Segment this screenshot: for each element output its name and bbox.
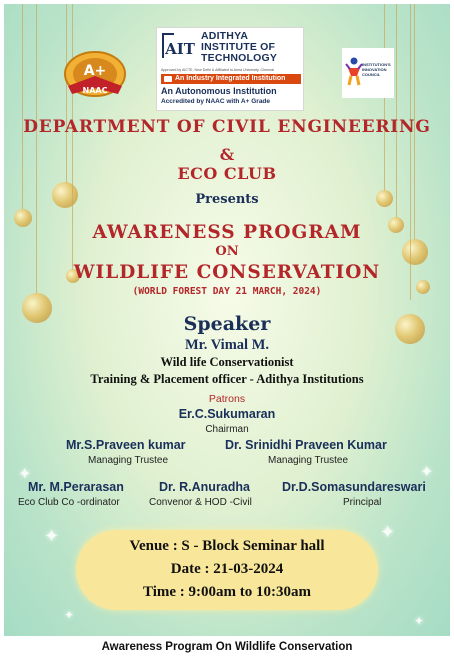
iic-logo — [342, 48, 394, 98]
naac-label: NAAC — [82, 86, 108, 95]
patron-name: Er.C.Sukumaran — [178, 407, 276, 421]
patron-role: Principal — [343, 497, 382, 508]
program-title-line-1: AWARENESS PROGRAM — [92, 222, 362, 243]
accreditation-text: Accredited by NAAC with A+ Grade — [161, 98, 271, 105]
patron-role: Eco Club Co -ordinator — [18, 497, 120, 508]
iic-label: INSTITUTION'S INNOVATION COUNCIL — [362, 62, 391, 77]
patron-name: Dr. Srinidhi Praveen Kumar — [225, 438, 387, 452]
autonomous-text: An Autonomous Institution — [161, 86, 277, 96]
institution-name-line: TECHNOLOGY — [201, 52, 278, 64]
program-title-line-3: WILDLIFE CONSERVATION — [73, 262, 381, 283]
patron-name: Mr. M.Perarasan — [28, 480, 124, 494]
department-title: DEPARTMENT OF CIVIL ENGINEERING — [23, 117, 431, 137]
institution-name-line: INSTITUTE OF — [201, 41, 276, 53]
ampersand: & — [219, 145, 235, 164]
naac-grade: A+ — [83, 63, 107, 79]
institution-name — [201, 31, 301, 64]
event-poster — [4, 4, 450, 636]
iic-figure-icon — [345, 56, 363, 86]
event-details-panel — [76, 530, 378, 610]
venue-text: Venue : S - Block Seminar hall — [129, 538, 325, 554]
patron-role: Managing Trustee — [88, 455, 169, 466]
patron-role: Chairman — [205, 424, 249, 435]
program-subtitle: (WORLD FOREST DAY 21 MARCH, 2024) — [132, 286, 322, 297]
sparkle-icon: ✦ — [64, 608, 75, 622]
program-title-line-2: ON — [215, 244, 239, 259]
ait-monogram-icon — [162, 32, 196, 60]
presents-text: Presents — [195, 192, 259, 207]
ornament-string — [396, 4, 397, 220]
speaker-role: Wild life Conservationist — [160, 355, 294, 369]
patron-name: Mr.S.Praveen kumar — [66, 438, 186, 452]
date-text: Date : 21-03-2024 — [170, 561, 284, 577]
ait-initials: AIT — [165, 40, 195, 58]
sparkle-icon: ✦ — [420, 464, 434, 481]
patron-role: Managing Trustee — [268, 455, 349, 466]
naac-badge-logo — [62, 48, 128, 100]
industry-banner: An Industry Integrated Institution — [161, 74, 301, 84]
speaker-position: Training & Placement officer - Adithya Institutions — [90, 372, 364, 386]
club-title: ECO CLUB — [177, 164, 277, 183]
approval-text: Approved by AICTE, New Delhi & Affiliated to Anna University, Chennai — [161, 68, 274, 72]
patrons-heading: Patrons — [208, 393, 246, 405]
sparkle-icon: ✦ — [44, 526, 60, 546]
institution-name-line: ADITHYA — [201, 30, 249, 42]
time-text: Time : 9:00am to 10:30am — [142, 584, 312, 600]
speaker-name: Mr. Vimal M. — [184, 337, 270, 353]
patron-name: Dr.D.Somasundareswari — [282, 480, 426, 494]
image-caption: Awareness Program On Wildlife Conservation — [101, 641, 353, 653]
sparkle-icon: ✦ — [414, 614, 425, 628]
speaker-heading: Speaker — [183, 313, 271, 335]
sparkle-icon: ✦ — [18, 466, 32, 483]
patron-name: Dr. R.Anuradha — [159, 480, 250, 494]
sparkle-icon: ✦ — [380, 522, 396, 542]
institution-logo — [156, 27, 304, 111]
patron-role: Convenor & HOD -Civil — [149, 497, 252, 508]
